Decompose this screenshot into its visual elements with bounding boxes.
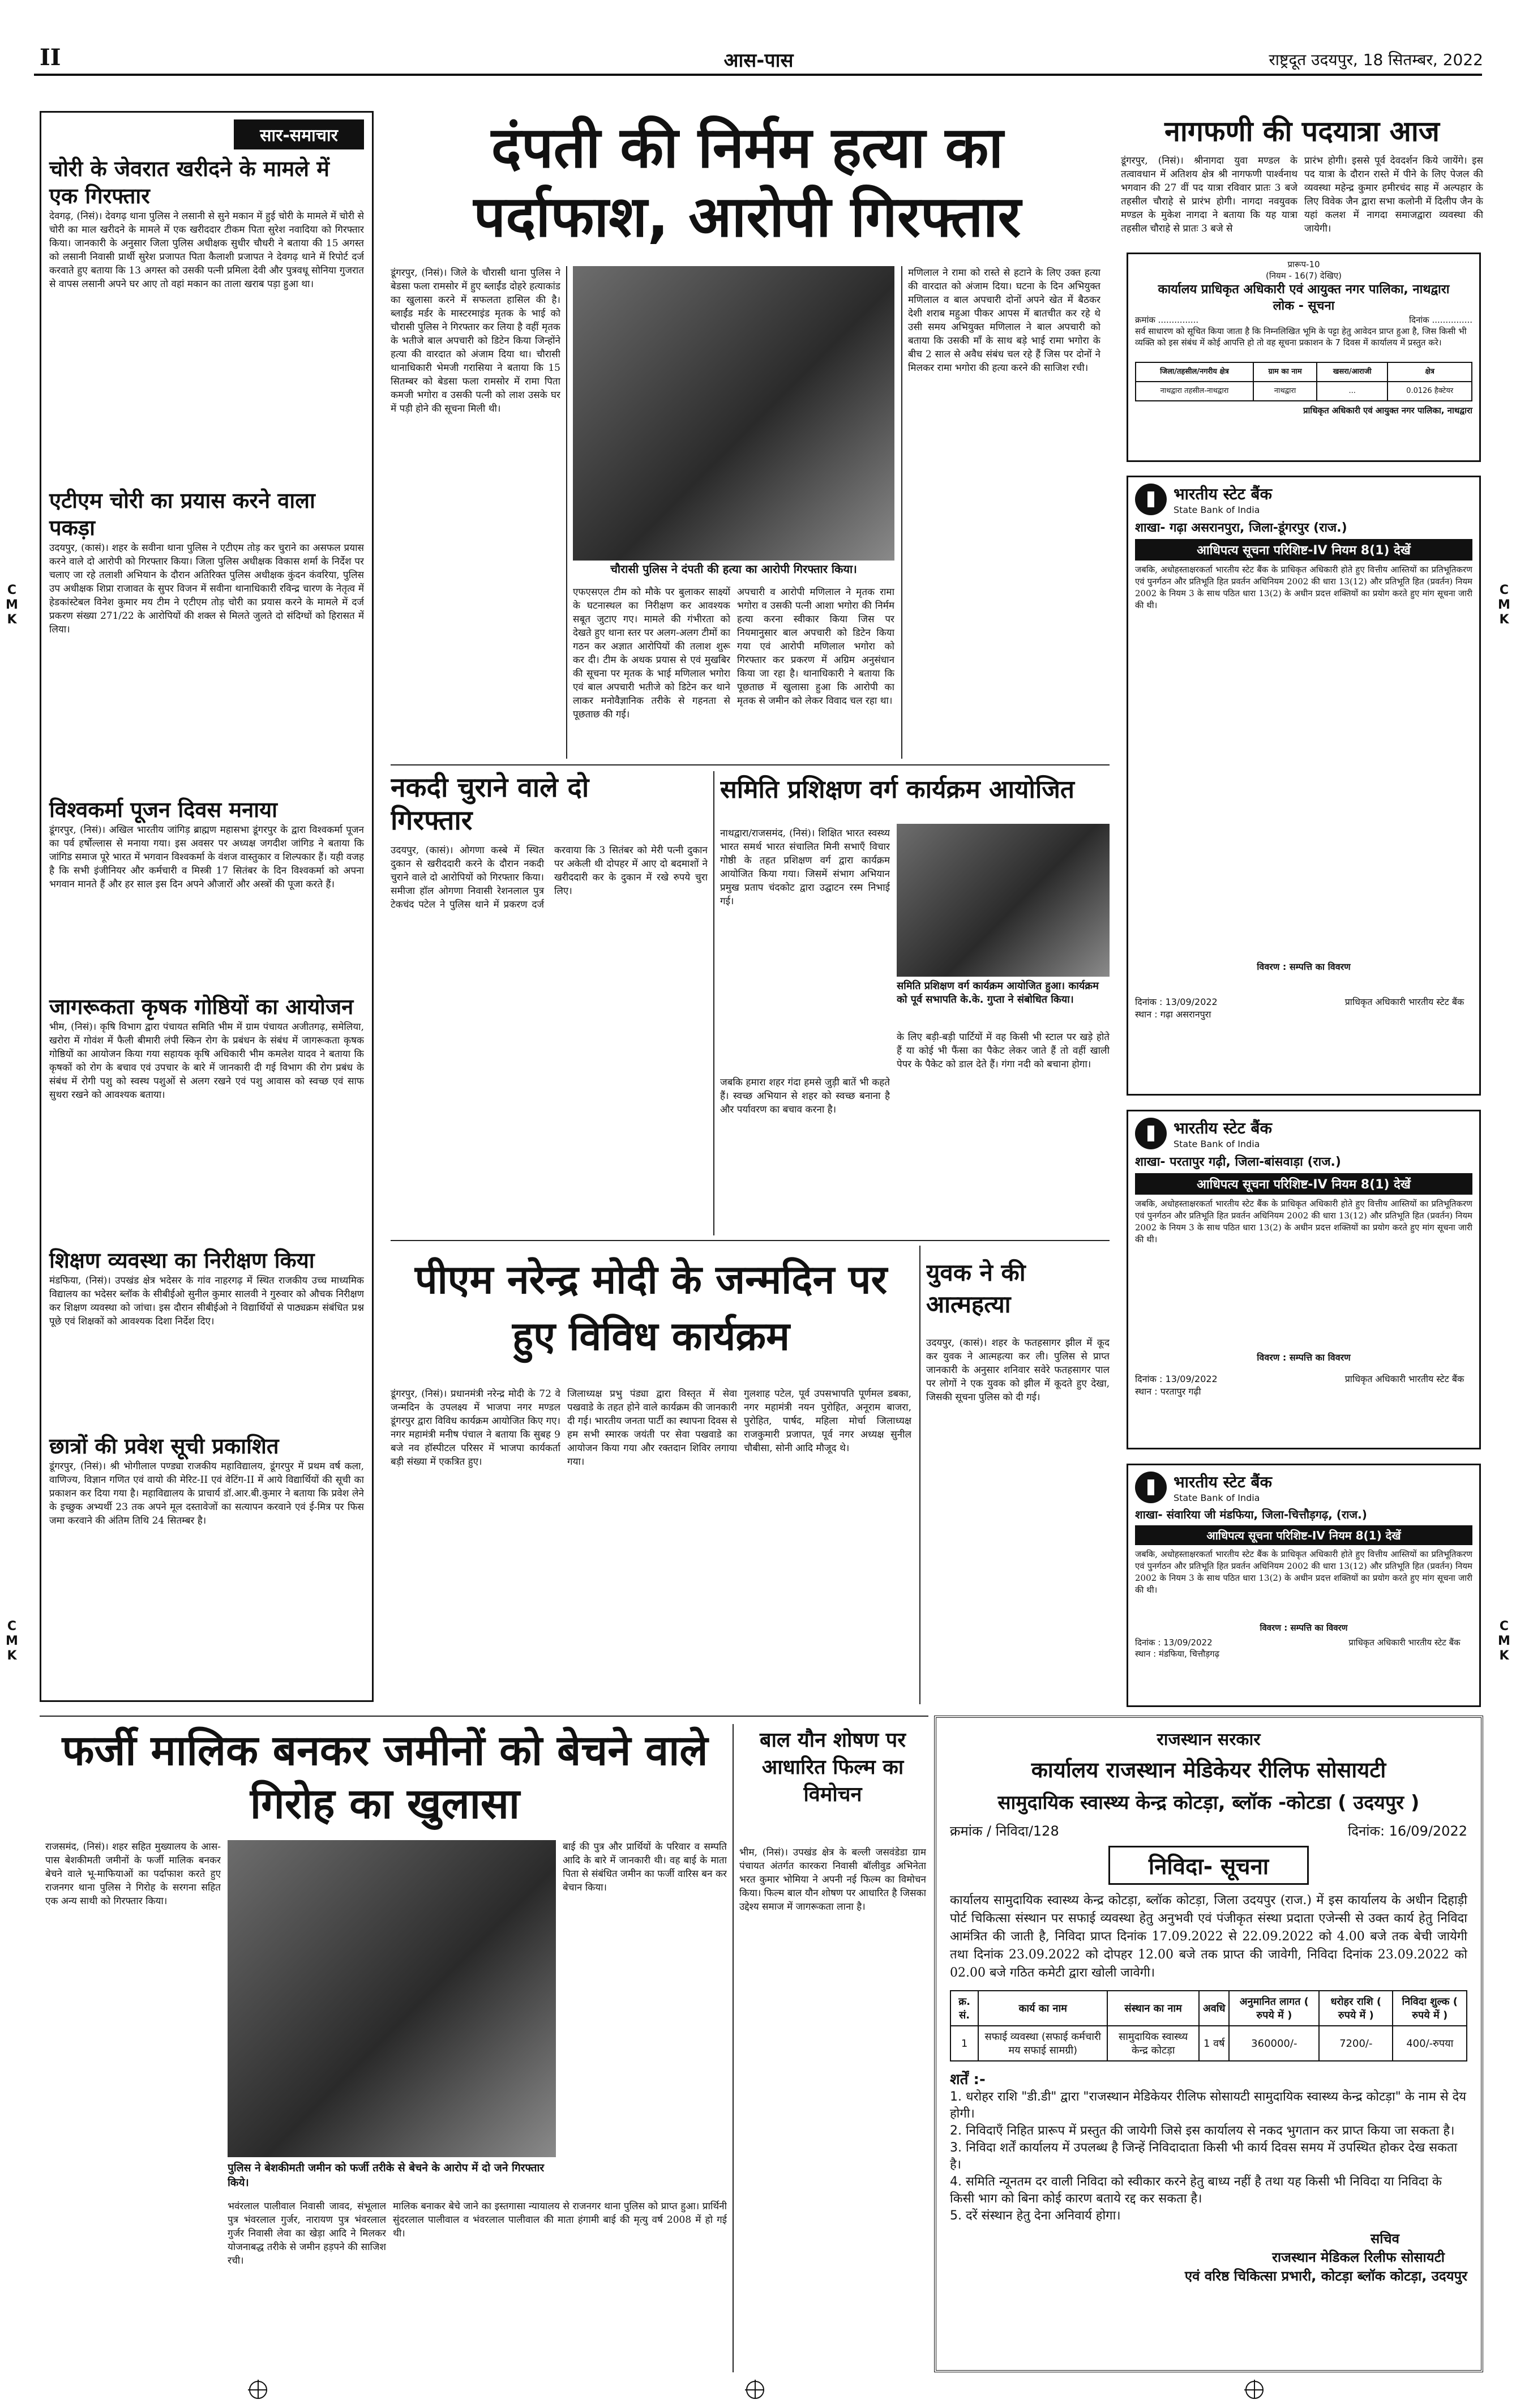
fraud-photo bbox=[228, 1840, 556, 2157]
notice-date: दिनांक : 13/09/2022 bbox=[1135, 1637, 1213, 1648]
fraud-col-1: राजसमंद, (निसं)। शहर सहित मुख्यालय के आस-पास बेशकीमती जमीनों के फर्जी मालिक बनकर बेचने वाले भू-माफियाओं का पर्दाफाश करते हुए राजनगर थाना पुलिस ने गिरोह के सरगना सहित एक अन्य साथी को गिरफ्तार किया। bbox=[45, 1841, 221, 1907]
film-body: भीम, (निसं)। उपखंड क्षेत्र के बल्ली जसवंडेडा ग्राम पंचायत अंतर्गत कारकरा निवासी बॉलीवुड अभिनेता भरत कुमार भोमिया ने अपनी नई फिल्म का विमोचन किया। फिल्म बाल यौन शोषण पर आधारित है जिसका उद्देश्य समाज में जागरूकता लाना है। bbox=[739, 1847, 926, 1913]
tender-gov: राजस्थान सरकार bbox=[1157, 1730, 1261, 1750]
column-rule bbox=[901, 266, 902, 759]
page-number: II bbox=[40, 44, 61, 71]
training-col-1: नाथद्वारा/राजसमंद, (निसं)। शिक्षित भारत स्वस्थ्य भारत समर्थ भारत संचालित मिनी सभाएँ विचार गोष्ठी के तहत प्रशिक्षण वर्ग द्वारा कार्यक्रम आयोजित किया गया। जिसमें संभाग अभियान प्रमुख प्रताप चंदकोट द्वारा उद्घाटन रस्म निभाई गई। bbox=[720, 828, 890, 907]
bank-name-en: State Bank of India bbox=[1174, 504, 1260, 515]
registration-mark bbox=[1245, 2381, 1264, 2399]
news-title: शिक्षण व्यवस्था का निरीक्षण किया bbox=[49, 1248, 315, 1273]
training-photo bbox=[897, 824, 1110, 977]
news-body: देवगढ़, (निसं)। देवगढ़ थाना पुलिस ने लसानी से सुने मकान में हुई चोरी के मामले में चोरी से चोरी का माल खरीदने के मामले में एक खरीददार टीकम पिता सुरेश नवादिया को गिरफ्तार किया। जानकारी के अनुसार जिला पुलिस अधीक्षक सुधीर चौधरी ने बताया की 15 अगस्त को लसानी निवासी प्रार्थी सुरेश प्रजापत पिता कैलाशी प्रजापत ने देवगढ़ थाने में रिपोर्ट दर्ज करवाते हुए बताया कि 13 अगस्त को उसकी पत्नी प्रमिला देवी और पुत्रवधू सोनिया गुजरात से वापस लसानी अपने घर आए तो वहां मकान का ताला खराब पड़ा हुआ था। bbox=[49, 211, 364, 290]
tender-secretary-office: राजस्थान मेडिकल रिलीफ सोसायटी bbox=[1272, 2249, 1445, 2265]
bank-name-en: State Bank of India bbox=[1174, 1492, 1260, 1503]
print-mark-right-bottom: C M K bbox=[1498, 1619, 1510, 1663]
header-rule bbox=[34, 74, 1482, 76]
column-rule bbox=[566, 266, 567, 759]
notice-date: दिनांक ............... bbox=[1409, 315, 1472, 325]
registration-mark bbox=[249, 2381, 267, 2399]
bank-name: भारतीय स्टेट बैंक bbox=[1174, 1119, 1272, 1137]
column-rule bbox=[733, 1724, 734, 2372]
property-details: विवरण : सम्पत्ति का विवरण bbox=[1260, 1623, 1348, 1633]
fraud-col-4: मालिक बनाकर बेचे जाने का इस्तगासा न्यायालय से राजनगर थाना पुलिस को प्राप्त हुआ। प्रार्थिनी सुंदरलाल पालीवाल व भंवरलाल पालीवाल की माता हंगामी बाई की मृत्यु वर्ष 2008 में हो गई थी। bbox=[393, 2201, 727, 2239]
column-rule bbox=[919, 1246, 920, 1704]
notice-signer: प्राधिकृत अधिकारी भारतीय स्टेट बैंक bbox=[1344, 996, 1464, 1007]
news-body: भीम, (निसं)। कृषि विभाग द्वारा पंचायत समिति भीम में ग्राम पंचायत अजीतगढ़, समेलिया, खरोरा में गोवंश में फैली बीमारी लंपी स्किन रोग के प्रबंधन के संबंध में जागरूकता कृषक गोष्ठियों का आयोजन किया गया सहायक कृषि अधिकारी भीम कमलेश यादव ने बताया कि कृषकों को रोग के बचाव एवं उपचार के बारे में जानकारी दी गई विभाग की रोग प्रबंध के संबंध में रोगी पशु को स्वस्थ पशुओं से अलग रखने एवं पशु आवास को स्वच्छ एवं साफ सुथरा रखने को आवश्यक बताया। bbox=[49, 1021, 364, 1101]
news-body: डूंगरपुर, (निसं)। श्री भोगीलाल पण्ड्या राजकीय महाविद्यालय, डूंगरपुर में प्रथम वर्ष कला, वाणिज्य, विज्ञान गणित एवं वायो की मेरिट-II एवं वेटिंग-II में आये विद्यार्थियों की सूची का प्रकाशन कर दिया गया है। महाविद्यालय के प्राचार्य डॉ.आर.बी.कुमार ने बताया कि प्रवेश लेने के इच्छुक अभ्यर्थी 23 तक अपने मूल दस्तावेजों का सत्यापन करवाने एवं ई-मित्र पर फिस जमा करवाने की अंतिम तिथि 24 सितम्बर है। bbox=[49, 1461, 364, 1526]
lead-photo-caption: चौरासी पुलिस ने दंपती की हत्या का आरोपी गिरफ्तार किया। bbox=[610, 562, 857, 576]
bank-notice bbox=[1127, 1110, 1481, 1449]
news-body: उदयपुर, (कासं)। शहर के सवीना थाना पुलिस ने एटीएम तोड़ कर चुराने का असफल प्रयास करने वाले दो आरोपी को गिरफ्तार किया। जिला पुलिस अधीक्षक विकास शर्मा के निर्देश पर चलाए जा रहे तलाशी अभियान के दौरान अतिरिक्त पुलिस अधीक्षक कुंदन कंवरिया, पुलिस उप अधीक्षक शिप्रा राजावत के सुपर विजन में सवीना थानाधिकारी रविन्द्र चारण के नेतृत्व में हेडकांस्टेबल विनेश कुमार मय टीम ने एटीएम तोड़ चोरी का प्रयास करने के मामले में दर्ज प्रकरण संख्या 271/22 के आरोपियों की शक्ल से मिलते जुलते दो संदिग्धों को हिरासत में लिया। bbox=[49, 542, 364, 635]
notice-signer: प्राधिकृत अधिकारी भारतीय स्टेट बैंक bbox=[1348, 1637, 1461, 1648]
bank-name: भारतीय स्टेट बैंक bbox=[1174, 485, 1272, 503]
news-title: छात्रों की प्रवेश सूची प्रकाशित bbox=[49, 1434, 279, 1459]
notice-table: जिला/तहसील/नगरीय क्षेत्र ग्राम का नाम खसरा/आराजी क्षेत्र नाथद्वारा तहसील-नाथद्वारा नाथद्वारा ... 0.0126 हैक्टेयर bbox=[1135, 362, 1472, 401]
notice-rule: (नियम - 16(7) देखिए) bbox=[1265, 271, 1342, 281]
notice-signer: प्राधिकृत अधिकारी भारतीय स्टेट बैंक bbox=[1344, 1374, 1464, 1384]
news-title: एटीएम चोरी का प्रयास करने वाला पकड़ा bbox=[49, 488, 315, 540]
fraud-headline: फर्जी मालिक बनकर जमीनों को बेचने वाले गिरोह का खुलासा bbox=[62, 1726, 708, 1828]
theft-headline: नकदी चुराने वाले दो गिरफ्तार bbox=[391, 772, 589, 836]
municipal-notice bbox=[1127, 253, 1481, 462]
bank-name: भारतीय स्टेट बैंक bbox=[1174, 1473, 1272, 1491]
sbi-logo-icon bbox=[1135, 484, 1167, 515]
property-details: विवरण : सम्पत्ति का विवरण bbox=[1257, 1352, 1351, 1363]
sar-samachar-label: सार-समाचार bbox=[234, 119, 364, 149]
tender-title: निविदा- सूचना bbox=[1108, 1846, 1309, 1885]
news-body: मंडफिया, (निसं)। उपखंड क्षेत्र भदेसर के गांव नाहरगढ़ में स्थित राजकीय उच्च माध्यमिक विद्यालय का भदेसर ब्लॉक के सीबीईओ सुनील कुमार सालवी ने गुरुवार को औचक निरीक्षण कर शिक्षण व्यवस्था को जांचा। इस दौरान सीबीईओ ने विद्यार्थियों से पाठ्यक्रम संबंधित प्रश्न पूछे एवं शिक्षकों को आवश्यक दिशा निर्देश दिए। bbox=[49, 1275, 364, 1327]
notice-ref: क्रमांक ............... bbox=[1135, 315, 1199, 325]
notice-signatory: प्राधिकृत अधिकारी एवं आयुक्त नगर पालिका, नाथद्वारा bbox=[1303, 405, 1472, 416]
notice-body: जबकि, अधोहस्ताक्षरकर्ता भारतीय स्टेट बैंक के प्राधिकृत अधिकारी होते हुए वित्तीय आस्तियों का प्रतिभूतिकरण एवं पुनर्गठन और प्रतिभूति हित प्रवर्तन अधिनियम 2002 की धारा 13(12) और प्रतिभूति हित (प्रवर्तन) नियम 2002 के नियम 3 के साथ पठित धारा 13(2) के अधीन प्रदत्त शक्तियों का प्रयोग करते हुए मांग सूचना जारी की थी। bbox=[1135, 1199, 1472, 1244]
tender-center: सामुदायिक स्वास्थ्य केन्द्र कोटड़ा, ब्लॉक -कोटडा ( उदयपुर ) bbox=[997, 1791, 1420, 1814]
sar-samachar-column bbox=[40, 111, 374, 1702]
training-photo-caption: समिति प्रशिक्षण वर्ग कार्यक्रम आयोजित हुआ। कार्यक्रम को पूर्व सभापति के.के. गुप्ता ने संबोधित किया। bbox=[897, 980, 1099, 1006]
news-body: डूंगरपुर, (निसं)। अखिल भारतीय जांगिड़ ब्राह्मण महासभा डूंगरपुर के द्वारा विश्वकर्मा पूजन का पर्व हर्षोल्लास से मनाया गया। इस अवसर पर अध्यक्ष जगदीश जांगिड ने बताया कि जांगिड समाज पूरे भारत में भगवान विश्वकर्मा के वंशज वास्तुकार व शिल्पकार हैं। यही वजह है कि सभी इंजीनियर और कर्मचारी व मिस्त्री 17 सितंबर के दिन विश्वकर्मा को अपना भगवान मानते हैं और हर साल इस दिन अपने औजारों और अस्त्रों की पूजा करते हैं। bbox=[49, 824, 364, 890]
training-col-2: के लिए बड़ी-बड़ी पार्टियों में वह किसी भी स्टाल पर खड़े होते हैं या कोई भी फैंसा का पैकेट लेकर जाते हैं तो वहीं खाली पेपर के पैकेट को डाल देते हैं। गंगा नदी को बचाना होगा। bbox=[897, 1032, 1110, 1070]
notice-title: आधिपत्य सूचना परिशिष्ट-IV नियम 8(1) देखें bbox=[1135, 539, 1472, 561]
tender-secretary: सचिव bbox=[1370, 2231, 1399, 2247]
tender-term: 2. निविदाएँ निहित प्रारूप में प्रस्तुत की जायेगी जिसे इस कार्यालय से नकद भुगतान कर प्राप्त किया जा सकता है। bbox=[950, 2124, 1455, 2138]
tender-office: कार्यालय राजस्थान मेडिकेयर रीलिफ सोसायटी bbox=[1031, 1757, 1386, 1782]
suicide-headline: युवक ने की आत्महत्या bbox=[926, 1259, 1026, 1318]
lead-headline: दंपती की निर्मम हत्या का पर्दाफाश, आरोपी गिरफ्तार bbox=[473, 114, 1021, 250]
fraud-photo-caption: पुलिस ने बेशकीमती जमीन को फर्जी तरीके से बेचने के आरोप में दो जने गिरफ्तार किये। bbox=[228, 2162, 545, 2189]
notice-body: सर्व साधारण को सूचित किया जाता है कि निम्नलिखित भूमि के पट्टा हेतु आवेदन प्राप्त हुआ है, जिस किसी भी व्यक्ति को इस संबंध में कोई आपत्ति हो तो वह सूचना प्रकाशन के 7 दिवस में कार्यालय में प्रस्तुत करे। bbox=[1135, 326, 1467, 348]
training-col-3: जबकि हमारा शहर गंदा हमसे जुड़ी बातें भी कहते हैं। स्वच्छ अभियान से शहर को स्वच्छ बनाना है और पर्यावरण का बचाव करना है। bbox=[720, 1077, 890, 1115]
film-headline: बाल यौन शोषण पर आधारित फिल्म का विमोचन bbox=[760, 1729, 906, 1806]
paper-date: राष्ट्रदूत उदयपुर, 18 सितम्बर, 2022 bbox=[1269, 50, 1483, 69]
sbi-logo-icon bbox=[1135, 1118, 1167, 1149]
tender-signer: एवं वरिष्ठ चिकित्सा प्रभारी, कोटड़ा ब्लॉक कोटड़ा, उदयपुर bbox=[1184, 2268, 1467, 2284]
section-rule bbox=[391, 1240, 1110, 1241]
notice-body: जबकि, अधोहस्ताक्षरकर्ता भारतीय स्टेट बैंक के प्राधिकृत अधिकारी होते हुए वित्तीय आस्तियों का प्रतिभूतिकरण एवं पुनर्गठन और प्रतिभूति हित प्रवर्तन अधिनियम 2002 की धारा 13(12) और प्रतिभूति हित (प्रवर्तन) नियम 2002 के नियम 3 के साथ पठित धारा 13(2) के अधीन प्रदत्त शक्तियों का प्रयोग करते हुए मांग सूचना जारी की थी। bbox=[1135, 1549, 1472, 1595]
tender-body: कार्यालय सामुदायिक स्वास्थ्य केन्द्र कोटड़ा, ब्लॉक कोटड़ा, जिला उदयपुर (राज.) में इस कार्यालय के अधीन दिहाड़ी पोर्ट चिकित्सा संस्थान पर सफाई व्यवस्था हेतु अनुभवी एवं पंजीकृत संस्था प्रदाता एजेन्सी से उक्त कार्य हेतु निविदा आमंत्रित की जाती है, निविदा प्राप्त दिनांक 17.09.2022 से 22.09.2022 को 4.00 बजे तक बेची जायेगी तथा दिनांक 23.09.2022 को दोपहर 12.00 बजे तक प्राप्त की जावेगी, निविदा दिनांक 23.09.2022 को 02.00 बजे गठित कमेटी द्वारा खोली जावेगी। bbox=[950, 1893, 1467, 1980]
lead-col-3: अपचारी व आरोपी मणिलाल ने मृतक रामा भगोरा व उसकी पत्नी आशा भगोरा की निर्मम हत्या करना स्वीकार किया जिस पर नियमानुसार बाल अपचारी को डिटेन किया गया एवं आरोपी मणिलाल भगोरा को गिरफ्तार कर प्रकरण में अग्रिम अनुसंधान किया जा रहा है। थानाधिकारी ने बताया कि पूछताछ में खुलासा हुआ कि आरोपी का मृतक से जमीन को लेकर विवाद चल रहा था। bbox=[737, 587, 894, 707]
notice-date: दिनांक : 13/09/2022 bbox=[1135, 996, 1218, 1007]
sbi-logo-icon bbox=[1135, 1472, 1167, 1503]
print-mark-left-bottom: C M K bbox=[6, 1619, 18, 1663]
notice-date: दिनांक : 13/09/2022 bbox=[1135, 1374, 1218, 1384]
fraud-col-2: भवंरलाल पालीवाल निवासी जावद, संभूलाल पुत्र भंवरलाल गुर्जर, नारायण पुत्र भंवरलाल गुर्जर निवासी लेवा का खेड़ा आदि ने मिलकर योजनाबद्ध तरीके से जमीन हड़पने की साजिश रची। bbox=[228, 2201, 386, 2266]
tender-notice bbox=[934, 1716, 1483, 2372]
notice-place: स्थान : गढ़ा असरानपुरा bbox=[1135, 1009, 1211, 1020]
modi-col-3: गुलशाह पटेल, पूर्व उपसभापति पूर्णमल डबका, नगर महामंत्री नयन पुरोहित, अनूराम बाजरा, पुरोहित, पार्षद, महिला मोर्चा जिलाध्यक्ष राजकुमारी प्रजापत, पूर्व नगर अध्यक्ष सुनील चौबीसा, सोनी आदि मौजूद थे। bbox=[744, 1388, 911, 1454]
tender-term: 3. निविदा शर्तें कार्यालय में उपलब्ध है जिन्हें निविदादाता किसी भी कार्य दिवस समय में उपस्थित होकर देख सकता है। bbox=[950, 2141, 1458, 2172]
tender-term: 1. धरोहर राशि "डी.डी" द्वारा "राजस्थान मेडिकेयर रीलिफ सोसायटी सामुदायिक स्वास्थ्य केन्द्र कोटड़ा" के नाम से देय होगी। bbox=[950, 2090, 1467, 2121]
tender-date: दिनांक: 16/09/2022 bbox=[1348, 1823, 1467, 1839]
modi-headline: पीएम नरेन्द्र मोदी के जन्मदिन पर हुए विविध कार्यक्रम bbox=[414, 1256, 888, 1359]
notice-form-no: प्रारूप-10 bbox=[1287, 259, 1320, 270]
suicide-body: उदयपुर, (कासं)। शहर के फतहसागर झील में कूद कर युवक ने आत्महत्या कर ली। पुलिस से प्राप्त जानकारी के अनुसार शनिवार सवेरे फतहसागर पाल पर लोगों ने एक युवक को झील में कूदते हुए देखा, जिसकी सूचना पुलिस को दी गई। bbox=[926, 1337, 1110, 1403]
tender-table: क्र. सं. कार्य का नाम संस्थान का नाम अवधि अनुमानित लागत ( रुपये में ) धरोहर राशि ( रुपये में ) निविदा शुल्क ( रुपये में ) 1 सफाई व्यवस्था (सफाई कर्मचारी मय सफाई सामग्री) सामुदायिक स्वास्थ्य केन्द्र कोटड़ा 1 वर्ष 360000/- 7200/- 400/-रुपया bbox=[950, 1990, 1467, 2061]
notice-place: स्थान : परतापुर गढ़ी bbox=[1135, 1386, 1201, 1397]
bank-notice bbox=[1127, 1464, 1481, 1707]
nagphani-headline: नागफणी की पदयात्रा आज bbox=[1164, 115, 1440, 148]
news-title: विश्वकर्मा पूजन दिवस मनाया bbox=[49, 797, 277, 822]
property-details: विवरण : सम्पत्ति का विवरण bbox=[1257, 961, 1351, 972]
lead-col-4: मणिलाल ने रामा को रास्ते से हटाने के लिए उक्त हत्या की वारदात को अंजाम दिया। घटना के दिन अभियुक्त मणिलाल व बाल अपचारी दोनों अपने खेत में बैठकर देशी शराब महुआ पीकर आपस में बातचीत कर रहे थे उसी समय अभियुक्त मणिलाल ने बाल अपचारी को बताया कि उसकी माँ के साथ बड़े भाई रामा भगोरा के बीच 2 साल से अवैध संबंध चल रहे हैं जिस पर दोनों ने मिलकर रामा भगोरा की हत्या करने की साजिश रची। bbox=[908, 267, 1100, 374]
nagphani-col-1: डूंगरपुर, (निसं)। श्रीनागदा युवा मण्डल के तत्वावधान में अतिशय क्षेत्र श्री नागफणी पार्श्वनाथ भगवान की 27 वीं पद यात्रा रविवार प्रातः 3 बजे तहसील चौराहे से प्रारंभ होगी। नागदा नवयुवक मण्डल के मुकेश नागदा ने बताया कि यह यात्रा तहसील चौराहे से प्रातः 3 बजे से bbox=[1121, 155, 1297, 234]
notice-title: आधिपत्य सूचना परिशिष्ट-IV नियम 8(1) देखें bbox=[1135, 1173, 1472, 1195]
tender-term: 4. समिति न्यूनतम दर वाली निविदा को स्वीकार करने हेतु बाध्य नहीं है तथा यह किसी भी निविदा या निविदा के किसी भाग को बिना कोई कारण बताये रद्द कर सकता है। bbox=[950, 2175, 1442, 2206]
notice-body: जबकि, अधोहस्ताक्षरकर्ता भारतीय स्टेट बैंक के प्राधिकृत अधिकारी होते हुए वित्तीय आस्तियों का प्रतिभूतिकरण एवं पुनर्गठन और प्रतिभूति हित प्रवर्तन अधिनियम 2002 की धारा 13(12) और प्रतिभूति हित (प्रवर्तन) नियम 2002 के नियम 3 के साथ पठित धारा 13(2) के अधीन प्रदत्त शक्तियों का प्रयोग करते हुए मांग सूचना जारी की थी। bbox=[1135, 564, 1472, 610]
tender-term: 5. दरें संस्थान हेतु देना अनिवार्य होगा। bbox=[950, 2209, 1121, 2223]
bank-branch: शाखा- संवारिया जी मंडफिया, जिला-चित्तौड़गढ़, (राज.) bbox=[1135, 1508, 1367, 1521]
modi-col-2: जिलाध्यक्ष प्रभु पंड्या द्वारा विस्तृत में सेवा पखवाडे के तहत होने वाले कार्यक्रम की जानकारी दी गई। भारतीय जनता पार्टी का स्थापना दिवस से हम सभी स्मारक जयंती पर सेवा पखवाडे का आयोजन किया गया और रक्तदान शिविर लगाया गया। bbox=[567, 1388, 737, 1468]
section-name: आस-पास bbox=[723, 49, 794, 72]
bank-name-en: State Bank of India bbox=[1174, 1139, 1260, 1149]
nagphani-col-2: प्रारंभ होगी। इससे पूर्व देवदर्शन किये जायेंगे। इस पद यात्रा के दौरान रास्ते में पीने के लिए पेजल की व्यवस्था महेन्द्र कुमार हमीरचंद साह में अल्पहार के लिए विवेक जैन द्वारा सभा कलोनी में दिलीप जैन के यहां कलश में नागदा समाजद्वारा व्यवस्था की जायेगी। bbox=[1304, 155, 1483, 234]
theft-body: उदयपुर, (कासं)। ओगणा कस्बे में स्थित दुकान से खरीददारी करने के दौरान नकदी चुराने वाले दो आरोपियों को गिरफ्तार किया। समीजा हॉल ओगणा निवासी रेशनलाल पुत्र टेकचंद पटेल ने पुलिस थाने में प्रकरण दर्ज करवाया कि 3 सितंबर को मेरी पत्नी दुकान पर अकेली थी दोपहर में आए दो बदमाशों ने खरीददारी कर के दुकान में रखे रुपये चुरा लिए। bbox=[391, 845, 708, 910]
bank-branch: शाखा- परतापुर गढ़ी, जिला-बांसवाड़ा (राज.) bbox=[1135, 1155, 1341, 1169]
column-rule bbox=[713, 771, 714, 1235]
lead-photo bbox=[573, 266, 894, 561]
news-title: चोरी के जेवरात खरीदने के मामले में एक गिरफ्तार bbox=[49, 156, 329, 208]
training-headline: समिति प्रशिक्षण वर्ग कार्यक्रम आयोजित bbox=[720, 775, 1074, 804]
notice-subtitle: लोक - सूचना bbox=[1273, 299, 1335, 313]
print-mark-left-top: C M K bbox=[6, 583, 18, 627]
tender-terms-title: शर्तें :- bbox=[950, 2071, 986, 2088]
section-rule bbox=[391, 764, 1110, 765]
notice-office: कार्यालय प्राधिकृत अधिकारी एवं आयुक्त नगर पालिका, नाथद्वारा bbox=[1158, 283, 1450, 297]
lead-col-1: डूंगरपुर, (निसं)। जिले के चौरासी थाना पुलिस ने बेडसा फला रामसोर में हुए ब्लाईंड दोहरे हत्याकांड का खुलासा करने में सफलता हासिल की है। ब्लाईंड मर्डर के मास्टरमाइंड मृतक के भाई को चौरासी पुलिस ने गिरफ्तार कर लिया है वहीं मृतक के भतीजे बाल अपचारी को डिटेन किया जिन्होंने हत्या की वारदात को अंजाम दिया था। चौरासी थानाधिकारी भेमजी गरासिया ने बताया कि 15 सितम्बर को बेडसा फला रामसोर में रामा पिता कमजी भगोरा व उसकी पत्नी को लाश उसके घर में पड़ी होने की सूचना मिली थी। bbox=[391, 267, 560, 414]
table-row: 1 सफाई व्यवस्था (सफाई कर्मचारी मय सफाई सामग्री) सामुदायिक स्वास्थ्य केन्द्र कोटड़ा 1 वर्ष 360000/- 7200/- 400/-रुपया bbox=[950, 2026, 1467, 2061]
bank-notice bbox=[1127, 476, 1481, 1096]
news-title: जागरूकता कृषक गोष्ठियों का आयोजन bbox=[49, 994, 354, 1019]
notice-title: आधिपत्य सूचना परिशिष्ट-IV नियम 8(1) देखें bbox=[1135, 1525, 1472, 1545]
tender-ref: क्रमांक / निविदा/128 bbox=[950, 1823, 1059, 1839]
modi-col-1: डूंगरपुर, (निसं)। प्रधानमंत्री नरेन्द्र मोदी के 72 वे जन्मदिन के उपलक्ष्य में भाजपा नगर मण्डल डूंगरपुर द्वारा विविध कार्यक्रम आयोजित किए गए। नगर महामंत्री मनीष पंचाल ने बताया कि सुबह 9 बजे नव हॉस्पीटल परिसर में भाजपा कार्यकर्ता बड़ी संख्या में एकत्रित हुए। bbox=[391, 1388, 560, 1468]
notice-place: स्थान : मंडफिया, चित्तौड़गढ़ bbox=[1135, 1649, 1220, 1659]
bank-branch: शाखा- गढ़ा असरानपुरा, जिला-डूंगरपुर (राज.) bbox=[1135, 521, 1347, 535]
print-mark-right-top: C M K bbox=[1498, 583, 1510, 627]
registration-mark bbox=[746, 2381, 764, 2399]
fraud-col-3: बाई की पुत्र और प्रार्थियों के परिवार व सम्पति आदि के बारे में जानकारी थी। वह बाई के माता पिता से संबंधित जमीन का फर्जी वारिस बन कर बेचान किया। bbox=[563, 1841, 727, 1893]
section-rule bbox=[40, 1716, 928, 1717]
lead-col-2: एफएसएल टीम को मौके पर बुलाकर साक्ष्यों के घटनास्थल का निरीक्षण कर आवश्यक सबूत जुटाए गए। मामले की गंभीरता को देखते हुए थाना स्तर पर अलग-अलग टीमों का गठन कर अज्ञात आरोपियों की तलाश शुरू कर दी। टीम के अथक प्रयास से एवं मुखबिर की सूचना पर मृतक के भाई मणिलाल भगोरा एवं बाल अपचारी भतीजे को डिटेन कर थाने लाकर मनोवैज्ञानिक तरीके से गहनता से पूछताछ की गई। bbox=[573, 587, 730, 720]
